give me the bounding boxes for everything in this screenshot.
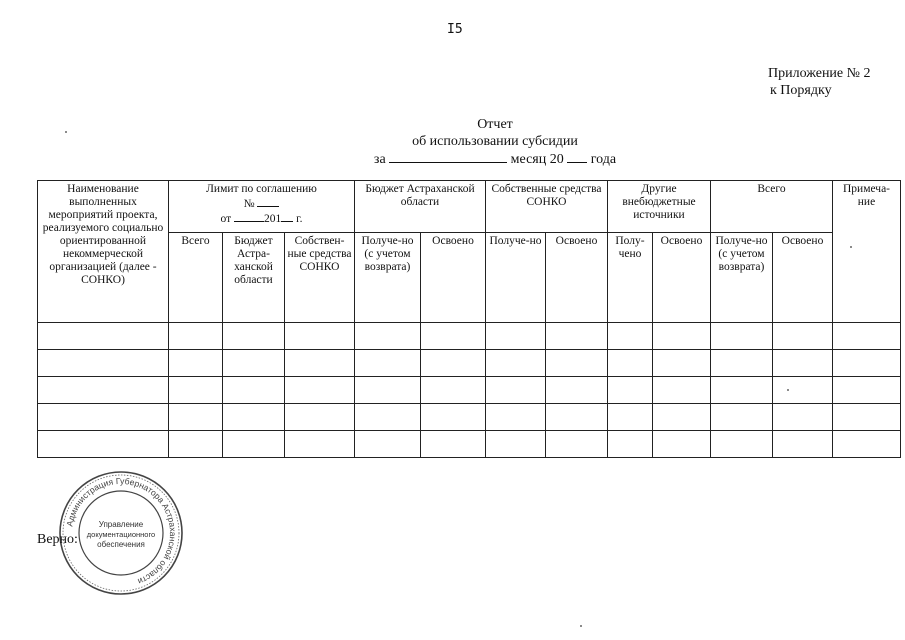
table-cell [486, 350, 546, 377]
table-row [38, 431, 901, 458]
appendix-label [768, 65, 871, 99]
table-cell [223, 350, 285, 377]
table-cell [285, 404, 355, 431]
table-cell [546, 431, 608, 458]
table-row [38, 377, 901, 404]
subheader-own-spent: Освоено [546, 233, 608, 323]
table-cell [546, 377, 608, 404]
table-cell [355, 431, 421, 458]
table-cell [486, 323, 546, 350]
table-cell [653, 323, 711, 350]
table-cell [608, 323, 653, 350]
report-title [330, 116, 660, 168]
table-cell [711, 350, 773, 377]
table-cell [421, 377, 486, 404]
table-cell [653, 404, 711, 431]
table-cell [833, 350, 901, 377]
subheader-limit-total: Всего [169, 233, 223, 323]
table-cell [653, 431, 711, 458]
scan-speck [850, 246, 852, 248]
table-cell [608, 377, 653, 404]
header-other-sources: Другие внебюджетные источники [608, 181, 711, 233]
table-cell [223, 323, 285, 350]
table-cell [355, 350, 421, 377]
table-cell [486, 431, 546, 458]
table-cell [711, 404, 773, 431]
table-cell [773, 431, 833, 458]
stamp-ring-text: Администрация Губернатора Астраханской области [64, 475, 179, 587]
header-limit-from: от [220, 213, 232, 225]
header-limit-year: 201 [264, 213, 282, 225]
header-limit-no: № [243, 198, 255, 210]
table-cell [711, 431, 773, 458]
table-cell [711, 323, 773, 350]
month-blank [389, 150, 507, 163]
table-row [38, 350, 901, 377]
table-cell [285, 431, 355, 458]
stamp-center-line-1: Управление [98, 520, 144, 529]
table-cell [169, 404, 223, 431]
table-cell [773, 404, 833, 431]
table-cell [38, 323, 169, 350]
subheader-own-received: Получе-но [486, 233, 546, 323]
title-line-3-suffix: года [590, 152, 617, 167]
header-budget: Бюджет Астраханской области [355, 181, 486, 233]
title-line-3-prefix: за [373, 152, 386, 167]
table-cell [355, 323, 421, 350]
stamp-center-line-3: обеспечения [97, 540, 145, 549]
subheader-other-spent: Освоено [653, 233, 711, 323]
year-blank [567, 150, 587, 163]
header-own-funds: Собственные средства СОНКО [486, 181, 608, 233]
table-cell [355, 404, 421, 431]
table-cell [223, 377, 285, 404]
title-line-2: об использовании субсидии [412, 134, 578, 149]
table-cell [421, 431, 486, 458]
table-cell [38, 377, 169, 404]
appendix-line-1: Приложение № 2 [768, 66, 871, 81]
table-cell [773, 377, 833, 404]
table-row [38, 404, 901, 431]
scan-speck [787, 389, 789, 391]
agreement-number-blank [257, 196, 279, 207]
scan-speck [580, 625, 582, 627]
table-cell [773, 350, 833, 377]
table-cell [711, 377, 773, 404]
table-cell [169, 323, 223, 350]
table-cell [546, 323, 608, 350]
table-cell [223, 404, 285, 431]
table-cell [169, 377, 223, 404]
header-limit-line-1: Лимит по соглашению [206, 183, 317, 195]
header-activity-name: Наименование выполненных мероприятий проекта, реализуемого социально ориентированной некоммерческой организацией (далее - СОНКО) [38, 181, 169, 323]
header-limit-line-2 [171, 196, 352, 211]
agreement-year-blank [281, 211, 293, 222]
table-cell [169, 350, 223, 377]
table-cell [486, 404, 546, 431]
table-cell [285, 323, 355, 350]
table-cell [285, 350, 355, 377]
table-cell [833, 377, 901, 404]
table-body [38, 323, 901, 458]
table-cell [833, 323, 901, 350]
header-limit [169, 181, 355, 233]
table-cell [833, 404, 901, 431]
table-cell [486, 377, 546, 404]
table-cell [355, 377, 421, 404]
table-cell [285, 377, 355, 404]
subheader-total-spent: Освоено [773, 233, 833, 323]
title-line-1: Отчет [477, 117, 513, 132]
verno-label: Верно: [37, 532, 78, 547]
subheader-limit-budget: Бюджет Астра-ханской области [223, 233, 285, 323]
table-cell [546, 404, 608, 431]
agreement-date-blank [234, 211, 264, 222]
table-cell [223, 431, 285, 458]
table-cell [608, 404, 653, 431]
stamp-center-line-2: документационного [86, 530, 156, 539]
table-cell [546, 350, 608, 377]
subheader-other-received: Полу-чено [608, 233, 653, 323]
table-row [38, 323, 901, 350]
header-total: Всего [711, 181, 833, 233]
page-number: I5 [447, 22, 463, 37]
title-line-3 [330, 150, 660, 168]
table-cell [421, 350, 486, 377]
subheader-budget-received: Получе-но (с учетом возврата) [355, 233, 421, 323]
subheader-limit-own: Собствен-ные средства СОНКО [285, 233, 355, 323]
header-limit-g: г. [296, 213, 303, 225]
appendix-line-2: к Порядку [770, 83, 832, 98]
report-table [37, 180, 901, 458]
table-cell [608, 431, 653, 458]
table-cell [421, 404, 486, 431]
header-limit-line-3 [171, 211, 352, 226]
table-cell [608, 350, 653, 377]
table-cell [169, 431, 223, 458]
table-cell [38, 350, 169, 377]
subheader-total-received: Получе-но (с учетом возврата) [711, 233, 773, 323]
table-cell [653, 377, 711, 404]
subheader-budget-spent: Освоено [421, 233, 486, 323]
table-cell [833, 431, 901, 458]
table-cell [773, 323, 833, 350]
table-cell [421, 323, 486, 350]
scan-speck [65, 131, 67, 133]
header-note: Примеча-ние [833, 181, 901, 323]
table-cell [38, 404, 169, 431]
table-cell [653, 350, 711, 377]
table-cell [38, 431, 169, 458]
title-line-3-mid: месяц 20 [510, 152, 564, 167]
